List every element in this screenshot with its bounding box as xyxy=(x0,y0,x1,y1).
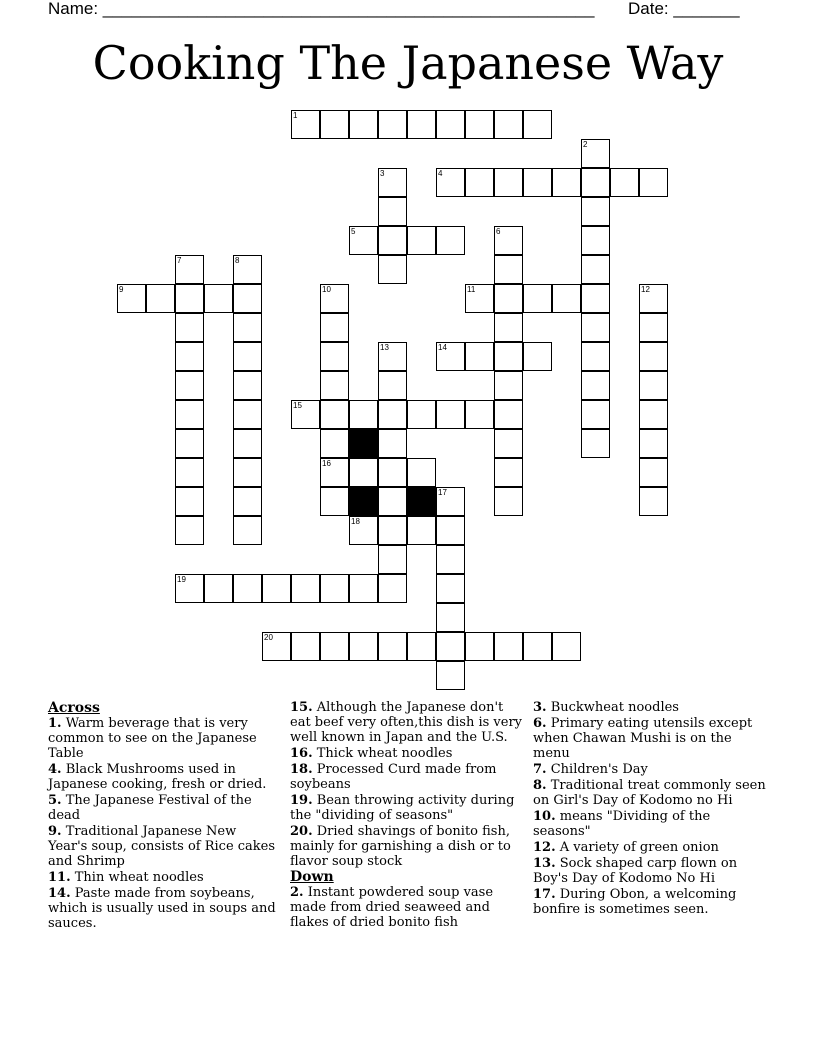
clue xyxy=(48,870,276,885)
grid-cell[interactable] xyxy=(639,284,668,313)
clue-text: During Obon, a welcoming bonfire is sometimes seen. xyxy=(533,887,737,917)
grid-cell[interactable] xyxy=(465,342,494,371)
grid-cell[interactable] xyxy=(581,429,610,458)
clue-number-label: 6. xyxy=(533,716,547,731)
grid-cell[interactable] xyxy=(320,342,349,371)
clue-number: 2 xyxy=(583,140,588,149)
grid-cell[interactable] xyxy=(320,632,349,661)
grid-cell[interactable] xyxy=(523,632,552,661)
grid-cell[interactable] xyxy=(494,458,523,487)
grid-cell[interactable] xyxy=(175,400,204,429)
clue-number: 1 xyxy=(293,111,298,120)
grid-cell[interactable] xyxy=(494,371,523,400)
grid-cell[interactable] xyxy=(320,487,349,516)
grid-cell[interactable] xyxy=(349,226,378,255)
clue-number-label: 19. xyxy=(290,793,313,808)
grid-cell[interactable] xyxy=(552,632,581,661)
clue-number: 20 xyxy=(264,633,273,642)
clue-number: 18 xyxy=(351,517,360,526)
clue-text: Thin wheat noodles xyxy=(70,870,204,885)
clue-number-label: 20. xyxy=(290,824,313,839)
grid-cell[interactable] xyxy=(378,632,407,661)
grid-cell[interactable] xyxy=(233,342,262,371)
grid-cell[interactable] xyxy=(639,429,668,458)
grid-cell[interactable] xyxy=(436,574,465,603)
grid-cell[interactable] xyxy=(494,284,523,313)
clue-text: Bean throwing activity during the "dividing of seasons" xyxy=(290,793,515,823)
clue-number-label: 10. xyxy=(533,809,556,824)
clue xyxy=(290,746,522,761)
grid-cell[interactable] xyxy=(378,371,407,400)
clue-number-label: 8. xyxy=(533,778,547,793)
clue xyxy=(48,824,276,869)
grid-cell[interactable] xyxy=(320,574,349,603)
grid-cell[interactable] xyxy=(175,313,204,342)
clue-number: 10 xyxy=(322,285,331,294)
clue-text: Traditional treat commonly seen on Girl's Day of Kodomo no Hi xyxy=(533,778,766,808)
clue-section-heading: Down xyxy=(290,869,334,885)
grid-cell[interactable] xyxy=(407,400,436,429)
grid-cell[interactable] xyxy=(320,284,349,313)
clue-number-label: 9. xyxy=(48,824,62,839)
grid-cell[interactable] xyxy=(378,429,407,458)
grid-cell[interactable] xyxy=(523,110,552,139)
page-title: Cooking The Japanese Way xyxy=(92,36,724,90)
grid-cell[interactable] xyxy=(552,284,581,313)
clue-number-label: 11. xyxy=(48,870,71,885)
clue xyxy=(48,716,276,761)
grid-cell[interactable] xyxy=(378,168,407,197)
grid-cell[interactable] xyxy=(436,400,465,429)
grid-cell[interactable] xyxy=(639,400,668,429)
grid-cell[interactable] xyxy=(233,400,262,429)
grid-cell[interactable] xyxy=(262,574,291,603)
grid-cell[interactable] xyxy=(378,545,407,574)
grid-cell[interactable] xyxy=(175,574,204,603)
clue-number: 13 xyxy=(380,343,389,352)
clue-section-heading: Across xyxy=(48,700,100,716)
clue-number: 12 xyxy=(641,285,650,294)
clue xyxy=(533,887,769,917)
grid-cell[interactable] xyxy=(465,632,494,661)
clue-text: Warm beverage that is very common to see on the Japanese Table xyxy=(48,716,257,761)
grid-cell[interactable] xyxy=(349,574,378,603)
clue-number-label: 14. xyxy=(48,886,71,901)
clue-text: Although the Japanese don't eat beef very often,this dish is very well known in Japan and the U.S. xyxy=(290,700,523,745)
grid-cell[interactable] xyxy=(233,487,262,516)
grid-cell[interactable] xyxy=(349,110,378,139)
grid-cell[interactable] xyxy=(523,342,552,371)
clue-number: 19 xyxy=(177,575,186,584)
black-cell xyxy=(349,429,378,458)
grid-cell[interactable] xyxy=(204,574,233,603)
grid-cell[interactable] xyxy=(639,371,668,400)
grid-cell[interactable] xyxy=(581,255,610,284)
clue-number: 9 xyxy=(119,285,124,294)
grid-cell[interactable] xyxy=(233,516,262,545)
grid-cell[interactable] xyxy=(581,400,610,429)
clue-text: Dried shavings of bonito fish, mainly for garnishing a dish or to flavor soup stock xyxy=(290,824,511,869)
clue-number: 6 xyxy=(496,227,501,236)
grid-cell[interactable] xyxy=(233,255,262,284)
clue-number: 17 xyxy=(438,488,447,497)
clue-text: Thick wheat noodles xyxy=(312,746,453,761)
clue xyxy=(533,716,769,761)
grid-cell[interactable] xyxy=(320,371,349,400)
grid-cell[interactable] xyxy=(494,342,523,371)
clue-text: A variety of green onion xyxy=(555,840,719,855)
grid-cell[interactable] xyxy=(610,168,639,197)
clue xyxy=(533,762,769,777)
grid-cell[interactable] xyxy=(639,487,668,516)
grid-cell[interactable] xyxy=(291,400,320,429)
grid-cell[interactable] xyxy=(320,400,349,429)
name-field-label[interactable]: Name: ____________________________________________________ xyxy=(48,0,595,18)
clue-number: 8 xyxy=(235,256,240,265)
grid-cell[interactable] xyxy=(407,226,436,255)
clue-text: Instant powdered soup vase made from dried seaweed and flakes of dried bonito fish xyxy=(290,885,494,930)
clue xyxy=(533,856,769,886)
grid-cell[interactable] xyxy=(494,429,523,458)
grid-cell[interactable] xyxy=(639,458,668,487)
grid-cell[interactable] xyxy=(581,342,610,371)
clue-text: Sock shaped carp flown on Boy's Day of Kodomo No Hi xyxy=(533,856,738,886)
grid-cell[interactable] xyxy=(494,110,523,139)
clue xyxy=(533,809,769,839)
clue-text: Primary eating utensils except when Chawan Mushi is on the menu xyxy=(533,716,753,761)
clue xyxy=(48,793,276,823)
grid-cell[interactable] xyxy=(233,574,262,603)
grid-cell[interactable] xyxy=(291,110,320,139)
clue-number-label: 7. xyxy=(533,762,547,777)
grid-cell[interactable] xyxy=(436,632,465,661)
grid-cell[interactable] xyxy=(552,168,581,197)
clue-number: 4 xyxy=(438,169,443,178)
grid-cell[interactable] xyxy=(436,516,465,545)
grid-cell[interactable] xyxy=(378,342,407,371)
grid-cell[interactable] xyxy=(291,632,320,661)
clue-number-label: 5. xyxy=(48,793,62,808)
clue xyxy=(533,700,769,715)
grid-cell[interactable] xyxy=(581,226,610,255)
grid-cell[interactable] xyxy=(465,284,494,313)
date-field-label[interactable]: Date: _______ xyxy=(628,0,740,18)
grid-cell[interactable] xyxy=(349,400,378,429)
clue-text: Traditional Japanese New Year's soup, consists of Rice cakes and Shrimp xyxy=(48,824,276,869)
grid-cell[interactable] xyxy=(465,168,494,197)
grid-cell[interactable] xyxy=(378,226,407,255)
grid-cell[interactable] xyxy=(494,487,523,516)
clue xyxy=(533,840,769,855)
grid-cell[interactable] xyxy=(146,284,175,313)
clues-column-3 xyxy=(533,700,769,918)
grid-cell[interactable] xyxy=(639,342,668,371)
grid-cell[interactable] xyxy=(233,371,262,400)
grid-cell[interactable] xyxy=(523,168,552,197)
grid-cell[interactable] xyxy=(436,226,465,255)
clue-number: 7 xyxy=(177,256,182,265)
grid-cell[interactable] xyxy=(378,110,407,139)
clue-number: 11 xyxy=(467,285,476,294)
grid-cell[interactable] xyxy=(175,516,204,545)
grid-cell[interactable] xyxy=(378,197,407,226)
clue-text: Children's Day xyxy=(546,762,648,777)
grid-cell[interactable] xyxy=(494,632,523,661)
grid-cell[interactable] xyxy=(494,313,523,342)
grid-cell[interactable] xyxy=(233,429,262,458)
grid-cell[interactable] xyxy=(378,516,407,545)
grid-cell[interactable] xyxy=(436,110,465,139)
grid-cell[interactable] xyxy=(581,284,610,313)
grid-cell[interactable] xyxy=(233,284,262,313)
clue-number: 15 xyxy=(293,401,302,410)
clue-number: 5 xyxy=(351,227,356,236)
grid-cell[interactable] xyxy=(494,400,523,429)
clue xyxy=(290,762,522,792)
grid-cell[interactable] xyxy=(494,255,523,284)
grid-cell[interactable] xyxy=(378,574,407,603)
grid-cell[interactable] xyxy=(581,313,610,342)
grid-cell[interactable] xyxy=(349,632,378,661)
grid-cell[interactable] xyxy=(117,284,146,313)
grid-cell[interactable] xyxy=(378,487,407,516)
grid-cell[interactable] xyxy=(581,168,610,197)
clue-number: 16 xyxy=(322,459,331,468)
grid-cell[interactable] xyxy=(175,487,204,516)
clue-number-label: 3. xyxy=(533,700,547,715)
clue-number-label: 16. xyxy=(290,746,313,761)
grid-cell[interactable] xyxy=(349,516,378,545)
clue-text: Processed Curd made from soybeans xyxy=(290,762,497,792)
clue-number-label: 15. xyxy=(290,700,313,715)
grid-cell[interactable] xyxy=(320,110,349,139)
grid-cell[interactable] xyxy=(639,168,668,197)
clue xyxy=(48,762,276,792)
clue-text: means "Dividing of the seasons" xyxy=(533,809,711,839)
grid-cell[interactable] xyxy=(407,516,436,545)
grid-cell[interactable] xyxy=(378,400,407,429)
clue-number-label: 17. xyxy=(533,887,556,902)
grid-cell[interactable] xyxy=(407,110,436,139)
clue-number-label: 2. xyxy=(290,885,304,900)
grid-cell[interactable] xyxy=(436,545,465,574)
grid-cell[interactable] xyxy=(465,400,494,429)
clue-number-label: 4. xyxy=(48,762,62,777)
clue-number-label: 13. xyxy=(533,856,556,871)
clue-text: The Japanese Festival of the dead xyxy=(48,793,252,823)
grid-cell[interactable] xyxy=(494,226,523,255)
grid-cell[interactable] xyxy=(175,255,204,284)
grid-cell[interactable] xyxy=(262,632,291,661)
grid-cell[interactable] xyxy=(494,168,523,197)
grid-cell[interactable] xyxy=(436,661,465,690)
clue-text: Buckwheat noodles xyxy=(546,700,679,715)
grid-cell[interactable] xyxy=(581,197,610,226)
grid-cell[interactable] xyxy=(175,284,204,313)
clues-column-2 xyxy=(290,700,522,931)
grid-cell[interactable] xyxy=(291,574,320,603)
grid-cell[interactable] xyxy=(581,139,610,168)
grid-cell[interactable] xyxy=(233,313,262,342)
grid-cell[interactable] xyxy=(407,632,436,661)
grid-cell[interactable] xyxy=(465,110,494,139)
grid-cell[interactable] xyxy=(436,168,465,197)
clue xyxy=(290,824,522,869)
grid-cell[interactable] xyxy=(436,603,465,632)
grid-cell[interactable] xyxy=(523,284,552,313)
grid-cell[interactable] xyxy=(320,313,349,342)
grid-cell[interactable] xyxy=(378,458,407,487)
clue-number: 3 xyxy=(380,169,385,178)
grid-cell[interactable] xyxy=(349,458,378,487)
clue xyxy=(290,700,522,745)
clue xyxy=(290,793,522,823)
clue-number-label: 18. xyxy=(290,762,313,777)
clue xyxy=(48,886,276,931)
clue-number: 14 xyxy=(438,343,447,352)
grid-cell[interactable] xyxy=(175,342,204,371)
grid-cell[interactable] xyxy=(233,458,262,487)
grid-cell[interactable] xyxy=(175,458,204,487)
clue-text: Paste made from soybeans, which is usually used in soups and sauces. xyxy=(48,886,276,931)
grid-cell[interactable] xyxy=(204,284,233,313)
grid-cell[interactable] xyxy=(436,342,465,371)
black-cell xyxy=(407,487,436,516)
grid-cell[interactable] xyxy=(407,458,436,487)
clue xyxy=(290,885,522,930)
grid-cell[interactable] xyxy=(436,487,465,516)
clue-number-label: 1. xyxy=(48,716,62,731)
grid-cell[interactable] xyxy=(175,371,204,400)
grid-cell[interactable] xyxy=(639,313,668,342)
grid-cell[interactable] xyxy=(320,458,349,487)
grid-cell[interactable] xyxy=(320,429,349,458)
black-cell xyxy=(349,487,378,516)
clue-number-label: 12. xyxy=(533,840,556,855)
clues-column-1 xyxy=(48,700,276,932)
clue xyxy=(533,778,769,808)
grid-cell[interactable] xyxy=(175,429,204,458)
grid-cell[interactable] xyxy=(378,255,407,284)
grid-cell[interactable] xyxy=(581,371,610,400)
clue-text: Black Mushrooms used in Japanese cooking, fresh or dried. xyxy=(48,762,267,792)
